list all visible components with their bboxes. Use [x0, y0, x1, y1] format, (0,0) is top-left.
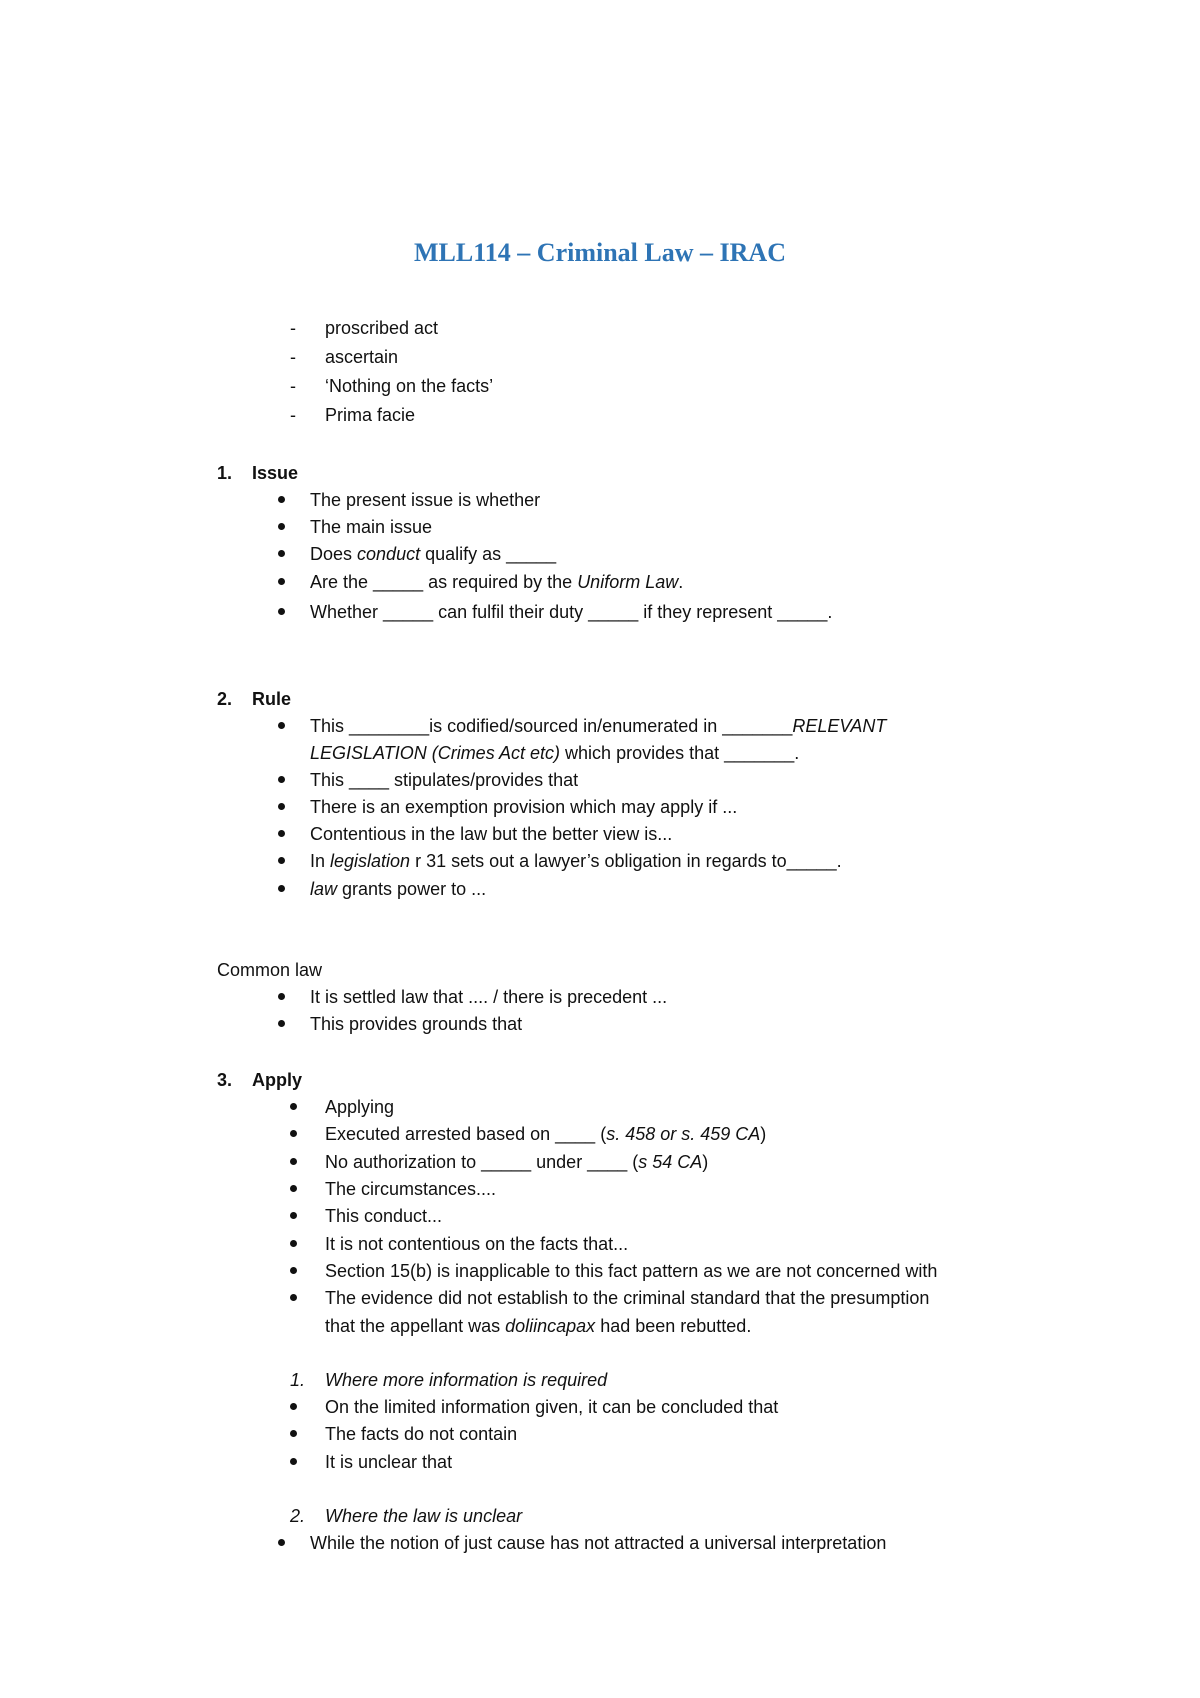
bullet-icon	[290, 1294, 297, 1301]
bullet-icon	[278, 776, 285, 783]
italic-run: law	[310, 879, 338, 899]
list-item: It is not contentious on the facts that...	[325, 1234, 629, 1254]
text-run: Does	[310, 544, 358, 564]
text-run: r 31 sets out a lawyer’s obligation in regards to_____.	[410, 851, 842, 871]
list-item: The facts do not contain	[325, 1424, 518, 1444]
text-run: which provides that _______.	[560, 743, 800, 763]
list-item	[325, 1123, 766, 1145]
text-run: grants power to ...	[337, 879, 487, 899]
dash-marker: -	[290, 347, 296, 367]
bullet-icon	[278, 523, 285, 530]
term-item: Prima facie	[325, 405, 416, 425]
bullet-icon	[290, 1185, 297, 1192]
list-item: Whether _____ can fulfil their duty _____ if they represent _____.	[310, 602, 833, 622]
bullet-icon	[290, 1212, 297, 1219]
bullet-icon	[290, 1458, 297, 1465]
list-item: It is settled law that .... / there is precedent ...	[310, 987, 668, 1007]
text-run: )	[702, 1152, 709, 1172]
italic-run: RELEVANT	[792, 716, 887, 736]
list-item	[310, 878, 486, 900]
section-number: 3.	[217, 1070, 233, 1090]
bullet-icon	[290, 1158, 297, 1165]
list-item: The evidence did not establish to the criminal standard that the presumption	[325, 1288, 930, 1308]
bullet-icon	[278, 496, 285, 503]
italic-run: doliincapax	[505, 1316, 596, 1336]
list-item-continuation	[325, 1315, 751, 1337]
list-item	[310, 543, 556, 565]
text-run: had been rebutted.	[595, 1316, 752, 1336]
text-run: qualify as _____	[420, 544, 557, 564]
subsection-number: 2.	[290, 1506, 306, 1526]
bullet-icon	[278, 993, 285, 1000]
text-run: In	[310, 851, 331, 871]
section-number: 1.	[217, 463, 233, 483]
subsection-heading: Where the law is unclear	[325, 1506, 523, 1526]
text-run: No authorization to _____ under ____ (	[325, 1152, 639, 1172]
bullet-icon	[278, 830, 285, 837]
bullet-icon	[290, 1240, 297, 1247]
list-item: On the limited information given, it can be concluded that	[325, 1397, 779, 1417]
italic-run: s. 458 or s. 459 CA	[606, 1124, 761, 1144]
list-item	[310, 715, 886, 737]
section-heading: Apply	[252, 1070, 303, 1090]
section-heading: Issue	[252, 463, 299, 483]
bullet-icon	[278, 885, 285, 892]
section-number: 2.	[217, 689, 233, 709]
list-item: While the notion of just cause has not attracted a universal interpretation	[310, 1533, 887, 1553]
list-item	[310, 850, 842, 872]
bullet-icon	[290, 1130, 297, 1137]
italic-run: conduct	[357, 544, 421, 564]
bullet-icon	[278, 857, 285, 864]
bullet-icon	[290, 1403, 297, 1410]
bullet-icon	[290, 1430, 297, 1437]
list-item	[325, 1151, 708, 1173]
italic-run: Uniform Law	[577, 572, 679, 592]
bullet-icon	[290, 1103, 297, 1110]
term-item: ‘Nothing on the facts’	[325, 376, 494, 396]
italic-run: s 54 CA	[638, 1152, 703, 1172]
list-item: It is unclear that	[325, 1452, 453, 1472]
bullet-icon	[278, 608, 285, 615]
dash-marker: -	[290, 318, 296, 338]
bullet-icon	[278, 578, 285, 585]
text-run: .	[678, 572, 684, 592]
bullet-icon	[290, 1267, 297, 1274]
bullet-icon	[278, 722, 285, 729]
list-item-continuation	[310, 742, 799, 764]
bullet-icon	[278, 803, 285, 810]
list-item: The present issue is whether	[310, 490, 541, 510]
subsection-number: 1.	[290, 1370, 306, 1390]
section-heading: Rule	[252, 689, 292, 709]
list-item: Applying	[325, 1097, 395, 1117]
list-item: The circumstances....	[325, 1179, 497, 1199]
term-item: ascertain	[325, 347, 399, 367]
section-heading: Common law	[217, 960, 323, 980]
page-title: MLL114 – Criminal Law – IRAC	[414, 238, 786, 267]
subsection-heading: Where more information is required	[325, 1370, 608, 1390]
text-run: )	[760, 1124, 767, 1144]
dash-marker: -	[290, 376, 296, 396]
list-item: Section 15(b) is inapplicable to this fact pattern as we are not concerned with	[325, 1261, 938, 1281]
list-item: The main issue	[310, 517, 433, 537]
list-item: This provides grounds that	[310, 1014, 523, 1034]
bullet-icon	[278, 550, 285, 557]
italic-run: LEGISLATION (Crimes Act etc)	[310, 743, 561, 763]
italic-run: legislation	[330, 851, 411, 871]
text-run: This ________is codified/sourced in/enumerated in _______	[310, 716, 793, 736]
text-run: that the appellant was	[325, 1316, 506, 1336]
list-item: There is an exemption provision which may apply if ...	[310, 797, 738, 817]
list-item: This conduct...	[325, 1206, 443, 1226]
bullet-icon	[278, 1020, 285, 1027]
list-item	[310, 571, 683, 593]
text-run: Are the _____ as required by the	[310, 572, 578, 592]
bullet-icon	[278, 1539, 285, 1546]
list-item: Contentious in the law but the better view is...	[310, 824, 673, 844]
dash-marker: -	[290, 405, 296, 425]
text-run: Executed arrested based on ____ (	[325, 1124, 607, 1144]
list-item: This ____ stipulates/provides that	[310, 770, 579, 790]
term-item: proscribed act	[325, 318, 439, 338]
